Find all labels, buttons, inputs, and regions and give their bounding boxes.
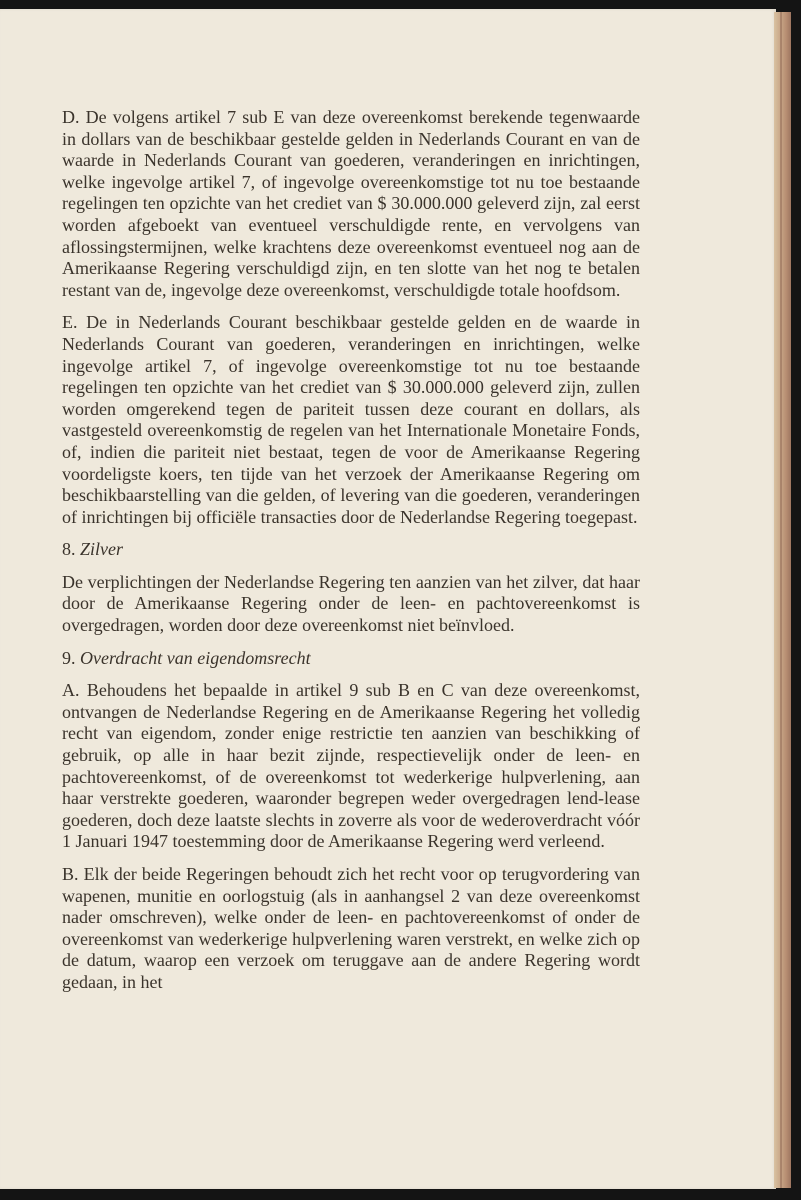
- paragraph-d: D. De volgens artikel 7 sub E van deze overeenkomst berekende tegenwaarde in dollars van de beschikbaar gestelde gelden in Nederlands Courant en van de waarde in Nederlands Courant van goederen, veranderingen en inrichtingen, welke ingevolge artikel 7, of ingevolge overeenkomstige tot nu toe bestaande regelingen ten opzichte van het crediet van $ 30.000.000 geleverd zijn, zal eerst worden afgeboekt van eventueel verschuldigde rente, en vervolgens van aflossingstermijnen, welke krachtens deze overeenkomst eventueel nog aan de Amerikaanse Regering verschuldigd zijn, en ten slotte van het nog te betalen restant van de, ingevolge deze overeenkomst, verschuldigde totale hoofdsom.: [62, 107, 640, 300]
- body-text: [62, 107, 640, 1005]
- paragraph-8: De verplichtingen der Nederlandse Regering ten aanzien van het zilver, dat haar door de Amerikaanse Regering onder de leen- en pachtovereenkomst is overgedragen, worden door deze overeenkomst niet beïnvloed.: [62, 571, 640, 636]
- section-8-number: 8.: [62, 539, 76, 560]
- section-9-heading: [62, 648, 640, 670]
- section-8-title: Zilver: [80, 539, 123, 560]
- section-9-number: 9.: [62, 647, 76, 668]
- section-8-heading: [62, 539, 640, 561]
- section-9-title: Overdracht van eigendomsrecht: [80, 647, 311, 668]
- paragraph-9b: B. Elk der beide Regeringen behoudt zich het recht voor op terugvordering van wapenen, munitie en oorlogstuig (als in aanhangsel 2 van deze overeenkomst nader omschreven), welke onder de leen- en pachtovereenkomst of onder de overeenkomst van wederkerige hulpverlening waren verstrekt, en welke zich op de datum, waarop een verzoek om teruggave aan de andere Regering wordt gedaan, in het: [62, 864, 640, 992]
- paragraph-e: E. De in Nederlands Courant beschikbaar gestelde gelden en de waarde in Nederlands Courant van goederen, veranderingen en inrichtingen, welke ingevolge artikel 7, of ingevolge overeenkomstige tot nu toe bestaande regelingen ten opzichte van het crediet van $ 30.000.000 geleverd zijn, zullen worden omgerekend tegen de pariteit tussen deze courant en dollars, als vastgesteld overeenkomstig de regelen van het Internationale Monetaire Fonds, of, indien die pariteit niet bestaat, tegen de voor de Amerikaanse Regering voordeligste koers, ten tijde van het verzoek der Amerikaanse Regering om beschikbaarstelling van die gelden, of levering van die goederen, veranderingen of inrichtingen bij officiële transacties door de Nederlandse Regering toegepast.: [62, 312, 640, 527]
- book-page-edge: [774, 12, 791, 1188]
- paragraph-9a: A. Behoudens het bepaalde in artikel 9 sub B en C van deze overeenkomst, ontvangen de Nederlandse Regering en de Amerikaanse Regering het volledig recht van eigendom, zonder enige restrictie ten aanzien van beschikking of gebruik, op alle in haar bezit zijnde, respectievelijk onder de leen- en pachtovereenkomst, of de overeenkomst tot wederkerige hulpverlening, aan haar verstrekte goederen, waaronder begrepen weder overgedragen lend-lease goederen, doch deze laatste slechts in zoverre als voor de wederoverdracht vóór 1 Januari 1947 toestemming door de Amerikaanse Regering werd verleend.: [62, 680, 640, 852]
- document-page: [0, 9, 776, 1189]
